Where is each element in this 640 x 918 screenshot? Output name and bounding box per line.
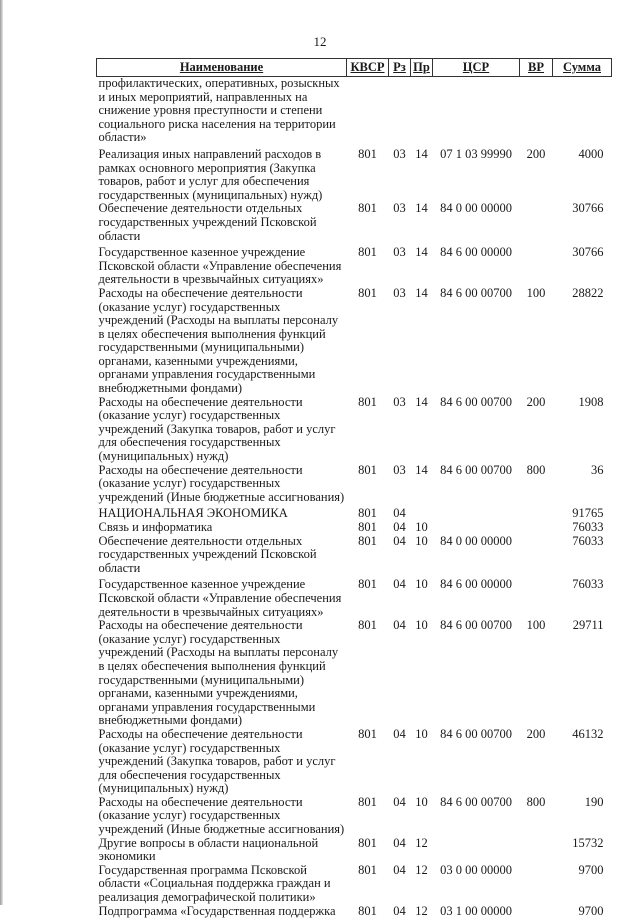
table-row — [97, 504, 612, 521]
cell-vr — [520, 504, 553, 521]
cell-sum: 30766 — [553, 243, 612, 287]
cell-csr — [433, 521, 520, 535]
cell-vr: 800 — [520, 796, 553, 837]
cell-sum: 30766 — [553, 202, 612, 243]
cell-rz: 03 — [389, 396, 411, 464]
cell-pr: 12 — [411, 837, 433, 864]
cell-name: Государственное казенное учреждение Псковской области «Управление обеспечения деятельности в чрезвычайных ситуациях» — [97, 575, 347, 619]
cell-kvsr: 801 — [347, 619, 389, 728]
cell-pr: 14 — [411, 202, 433, 243]
cell-rz: 04 — [389, 504, 411, 521]
cell-csr: 84 6 00 00700 — [433, 619, 520, 728]
cell-name: Расходы на обеспечение деятельности (оказание услуг) государственных учреждений (Расходы на выплаты персоналу в целях обеспечения выполнения функций государственными (муниципальными) органами, казенными учреждениями, органами управления государственными внебюджетными фондами) — [97, 619, 347, 728]
cell-csr: 84 6 00 00700 — [433, 464, 520, 505]
cell-csr: 03 1 00 00000 — [433, 905, 520, 918]
table-row — [97, 575, 612, 619]
table-row — [97, 728, 612, 796]
cell-kvsr: 801 — [347, 396, 389, 464]
cell-vr — [520, 77, 553, 145]
cell-rz: 04 — [389, 796, 411, 837]
table-row — [97, 243, 612, 287]
cell-pr: 10 — [411, 575, 433, 619]
cell-kvsr — [347, 77, 389, 145]
cell-rz: 03 — [389, 243, 411, 287]
cell-rz: 04 — [389, 905, 411, 918]
cell-vr: 800 — [520, 464, 553, 505]
cell-vr — [520, 575, 553, 619]
cell-pr: 10 — [411, 796, 433, 837]
cell-rz: 04 — [389, 575, 411, 619]
cell-name: Расходы на обеспечение деятельности (оказание услуг) государственных учреждений (Иные бюджетные ассигнования) — [97, 796, 347, 837]
cell-sum: 28822 — [553, 287, 612, 396]
cell-sum: 36 — [553, 464, 612, 505]
cell-sum: 4000 — [553, 145, 612, 202]
cell-kvsr: 801 — [347, 905, 389, 918]
cell-kvsr: 801 — [347, 535, 389, 576]
page-number: 12 — [0, 34, 640, 50]
cell-sum: 76033 — [553, 521, 612, 535]
cell-pr: 10 — [411, 521, 433, 535]
cell-sum: 76033 — [553, 535, 612, 576]
cell-kvsr: 801 — [347, 575, 389, 619]
cell-sum: 15732 — [553, 837, 612, 864]
table-row — [97, 521, 612, 535]
table-row — [97, 837, 612, 864]
table-row — [97, 464, 612, 505]
column-header-sum: Сумма — [553, 59, 612, 77]
table-row — [97, 796, 612, 837]
cell-kvsr: 801 — [347, 504, 389, 521]
cell-pr: 10 — [411, 535, 433, 576]
cell-csr: 84 6 00 00700 — [433, 287, 520, 396]
cell-rz: 03 — [389, 145, 411, 202]
cell-rz: 03 — [389, 202, 411, 243]
cell-csr — [433, 837, 520, 864]
cell-sum — [553, 77, 612, 145]
table-row — [97, 202, 612, 243]
cell-name: профилактических, оперативных, розыскных и иных мероприятий, направленных на снижение уровня преступности и степени социального риска населения на территории области» — [97, 77, 347, 145]
cell-name: НАЦИОНАЛЬНАЯ ЭКОНОМИКА — [97, 504, 347, 521]
cell-csr — [433, 77, 520, 145]
cell-vr — [520, 837, 553, 864]
cell-csr: 03 0 00 00000 — [433, 864, 520, 905]
cell-pr: 14 — [411, 287, 433, 396]
cell-vr — [520, 202, 553, 243]
table-row — [97, 287, 612, 396]
cell-name: Другие вопросы в области национальной экономики — [97, 837, 347, 864]
table-row — [97, 864, 612, 905]
cell-rz: 04 — [389, 521, 411, 535]
cell-pr: 14 — [411, 396, 433, 464]
cell-name: Расходы на обеспечение деятельности (оказание услуг) государственных учреждений (Закупка товаров, работ и услуг для обеспечения государственных (муниципальных) нужд) — [97, 396, 347, 464]
cell-pr: 14 — [411, 243, 433, 287]
cell-name: Обеспечение деятельности отдельных государственных учреждений Псковской области — [97, 202, 347, 243]
cell-sum: 29711 — [553, 619, 612, 728]
cell-rz: 04 — [389, 619, 411, 728]
cell-pr: 12 — [411, 864, 433, 905]
cell-vr — [520, 905, 553, 918]
cell-csr: 84 6 00 00000 — [433, 575, 520, 619]
cell-sum: 1908 — [553, 396, 612, 464]
cell-vr: 100 — [520, 619, 553, 728]
cell-name: Расходы на обеспечение деятельности (оказание услуг) государственных учреждений (Иные бюджетные ассигнования) — [97, 464, 347, 505]
table-row — [97, 77, 612, 145]
cell-sum: 76033 — [553, 575, 612, 619]
cell-vr — [520, 864, 553, 905]
cell-vr — [520, 535, 553, 576]
column-header-csr: ЦСР — [433, 59, 520, 77]
cell-vr: 100 — [520, 287, 553, 396]
cell-vr: 200 — [520, 396, 553, 464]
cell-csr: 84 6 00 00000 — [433, 243, 520, 287]
cell-sum: 46132 — [553, 728, 612, 796]
cell-kvsr: 801 — [347, 145, 389, 202]
cell-csr: 84 6 00 00700 — [433, 396, 520, 464]
cell-name: Обеспечение деятельности отдельных государственных учреждений Псковской области — [97, 535, 347, 576]
cell-sum: 9700 — [553, 905, 612, 918]
cell-pr: 14 — [411, 464, 433, 505]
table-row — [97, 145, 612, 202]
cell-kvsr: 801 — [347, 864, 389, 905]
cell-name: Связь и информатика — [97, 521, 347, 535]
cell-pr: 12 — [411, 905, 433, 918]
cell-pr: 10 — [411, 728, 433, 796]
budget-table — [96, 58, 612, 918]
cell-name: Государственное казенное учреждение Псковской области «Управление обеспечения деятельности в чрезвычайных ситуациях» — [97, 243, 347, 287]
cell-csr: 84 0 00 00000 — [433, 202, 520, 243]
cell-rz: 03 — [389, 287, 411, 396]
cell-pr: 14 — [411, 145, 433, 202]
cell-name: Реализация иных направлений расходов в рамках основного мероприятия (Закупка товаров, работ и услуг для обеспечения государственных (муниципальных) нужд) — [97, 145, 347, 202]
table-header-row — [97, 59, 612, 77]
cell-kvsr: 801 — [347, 464, 389, 505]
cell-kvsr: 801 — [347, 287, 389, 396]
cell-sum: 9700 — [553, 864, 612, 905]
column-header-vr: ВР — [520, 59, 553, 77]
cell-rz: 04 — [389, 728, 411, 796]
column-header-pr: Пр — [411, 59, 433, 77]
cell-csr: 84 6 00 00700 — [433, 728, 520, 796]
cell-csr: 84 0 00 00000 — [433, 535, 520, 576]
cell-vr — [520, 243, 553, 287]
cell-pr — [411, 504, 433, 521]
cell-rz: 03 — [389, 464, 411, 505]
cell-rz: 04 — [389, 864, 411, 905]
cell-rz: 04 — [389, 837, 411, 864]
column-header-kvsr: КВСР — [347, 59, 389, 77]
cell-vr: 200 — [520, 145, 553, 202]
cell-rz — [389, 77, 411, 145]
cell-name: Государственная программа Псковской области «Социальная поддержка граждан и реализация демографической политики» — [97, 864, 347, 905]
cell-vr — [520, 521, 553, 535]
cell-csr — [433, 504, 520, 521]
cell-csr: 84 6 00 00700 — [433, 796, 520, 837]
cell-csr: 07 1 03 99990 — [433, 145, 520, 202]
cell-sum: 190 — [553, 796, 612, 837]
table-row — [97, 619, 612, 728]
cell-rz: 04 — [389, 535, 411, 576]
table-row — [97, 905, 612, 918]
cell-name: Расходы на обеспечение деятельности (оказание услуг) государственных учреждений (Расходы на выплаты персоналу в целях обеспечения выполнения функций государственными (муниципальными) органами, казенными учреждениями, органами управления государственными внебюджетными фондами) — [97, 287, 347, 396]
table-row — [97, 396, 612, 464]
cell-sum: 91765 — [553, 504, 612, 521]
cell-kvsr: 801 — [347, 243, 389, 287]
cell-pr — [411, 77, 433, 145]
cell-kvsr: 801 — [347, 202, 389, 243]
scan-edge — [0, 0, 3, 905]
cell-vr: 200 — [520, 728, 553, 796]
cell-kvsr: 801 — [347, 728, 389, 796]
cell-pr: 10 — [411, 619, 433, 728]
column-header-name: Наименование — [97, 59, 347, 77]
table-row — [97, 535, 612, 576]
cell-name: Подпрограмма «Государственная поддержка — [97, 905, 347, 918]
cell-kvsr: 801 — [347, 521, 389, 535]
table-body — [97, 77, 612, 918]
cell-name: Расходы на обеспечение деятельности (оказание услуг) государственных учреждений (Закупка товаров, работ и услуг для обеспечения государственных (муниципальных) нужд) — [97, 728, 347, 796]
column-header-rz: Рз — [389, 59, 411, 77]
cell-kvsr: 801 — [347, 796, 389, 837]
cell-kvsr: 801 — [347, 837, 389, 864]
